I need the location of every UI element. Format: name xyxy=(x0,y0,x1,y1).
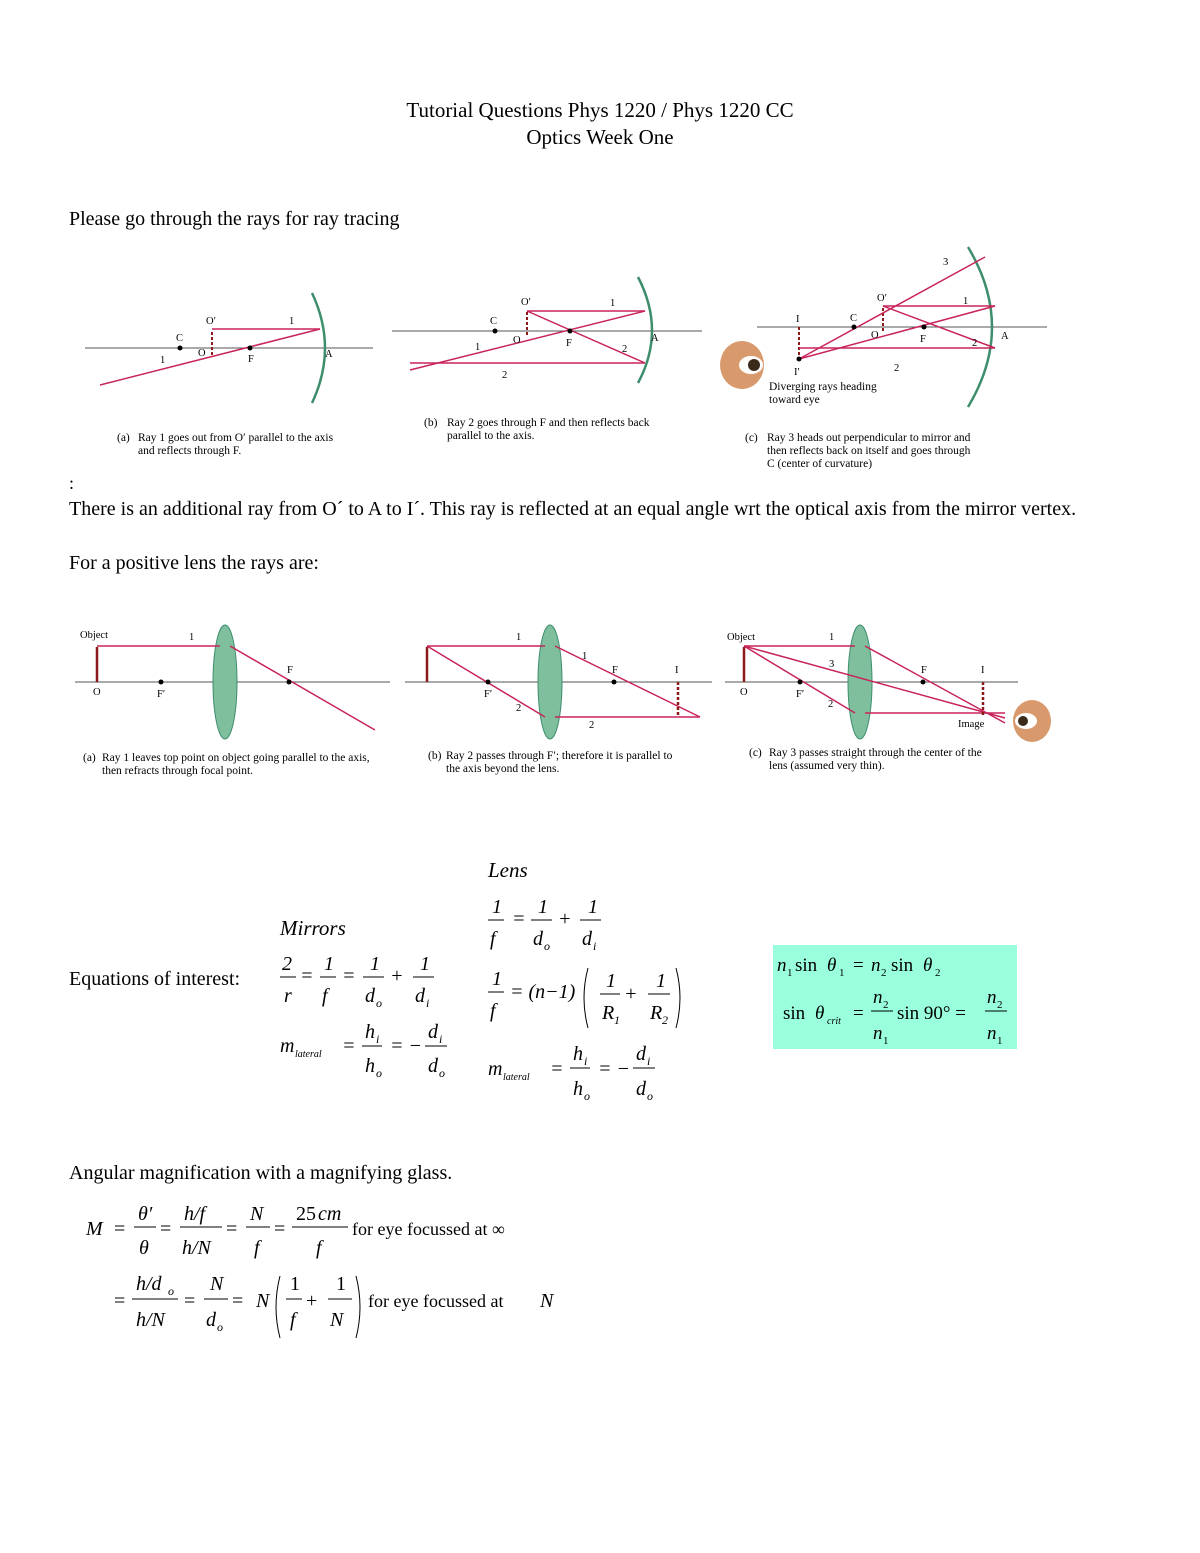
svg-text:=: = xyxy=(160,1218,172,1240)
svg-text:h: h xyxy=(573,1043,583,1065)
caption-line: Ray 2 passes through F′; therefore it is parallel to xyxy=(446,750,673,762)
eye-note: toward eye xyxy=(769,394,820,406)
svg-text:=: = xyxy=(274,1218,286,1240)
svg-text:2: 2 xyxy=(935,967,941,979)
svg-text:m: m xyxy=(488,1058,503,1080)
svg-text:sin: sin xyxy=(891,955,914,976)
ray-label: 1 xyxy=(475,342,481,353)
caption-tag: (b) xyxy=(424,417,438,429)
svg-text:h/d: h/d xyxy=(136,1273,162,1295)
svg-text:n: n xyxy=(873,1023,883,1044)
caption-tag: (a) xyxy=(117,432,130,444)
ray-label: 1 xyxy=(516,632,522,643)
svg-text:h: h xyxy=(365,1055,375,1077)
svg-text:=: = xyxy=(226,1218,238,1240)
caption-tag: (c) xyxy=(745,432,758,444)
svg-text:m: m xyxy=(280,1035,295,1057)
lens-figures xyxy=(0,615,1200,785)
label-image: Image xyxy=(958,719,985,730)
svg-text:h: h xyxy=(365,1021,375,1043)
label-object: Object xyxy=(727,632,755,643)
svg-text:N: N xyxy=(330,1309,344,1331)
svg-text:= (n−1): = (n−1) xyxy=(510,981,576,1003)
svg-text:n: n xyxy=(987,1023,997,1044)
label-a: A xyxy=(1001,331,1009,342)
label-f-prime: F′ xyxy=(796,689,805,700)
svg-text:θ: θ xyxy=(827,955,837,976)
label-o: O xyxy=(93,687,101,698)
svg-text:1: 1 xyxy=(606,970,616,992)
page-title: Tutorial Questions Phys 1220 / Phys 1220 CC xyxy=(406,98,794,122)
mirror-figure-a xyxy=(85,293,373,457)
svg-text:f: f xyxy=(490,1000,496,1022)
svg-text:d: d xyxy=(206,1309,216,1331)
equation-block xyxy=(270,890,710,1105)
label-c: C xyxy=(176,333,184,344)
intro-text: Please go through the rays for ray tracing xyxy=(69,208,400,230)
svg-text:r: r xyxy=(284,985,292,1007)
svg-text:f: f xyxy=(322,985,328,1007)
svg-text:=: = xyxy=(342,965,356,987)
svg-text:lateral: lateral xyxy=(295,1049,322,1060)
ray-label: 2 xyxy=(516,703,522,714)
svg-text:= −: = − xyxy=(598,1058,630,1080)
svg-text:i: i xyxy=(593,939,597,953)
label-f: F xyxy=(612,665,618,676)
svg-text:1: 1 xyxy=(883,1035,889,1047)
caption-line: the axis beyond the lens. xyxy=(446,763,560,775)
svg-text:n: n xyxy=(777,955,787,976)
svg-text:h/N: h/N xyxy=(182,1237,211,1259)
svg-text:N: N xyxy=(540,1290,554,1312)
svg-text:=: = xyxy=(853,1003,864,1024)
ray-label: 2 xyxy=(589,720,595,731)
svg-text:cm: cm xyxy=(318,1203,342,1225)
svg-text:1: 1 xyxy=(324,953,334,975)
svg-text:1: 1 xyxy=(336,1273,346,1295)
svg-text:i: i xyxy=(647,1054,651,1068)
eye-icon xyxy=(720,341,764,389)
svg-text:o: o xyxy=(376,996,382,1010)
svg-text:d: d xyxy=(533,928,543,950)
label-o: O xyxy=(198,348,206,359)
svg-text:d: d xyxy=(365,985,375,1007)
label-o: O xyxy=(513,335,521,346)
label-i: I xyxy=(796,314,800,325)
label-f-prime: F′ xyxy=(157,689,166,700)
svg-text:R: R xyxy=(602,1002,615,1024)
mirrors-heading: Mirrors xyxy=(280,916,346,940)
svg-text:d: d xyxy=(636,1043,646,1065)
caption-line: Ray 3 passes straight through the center of the xyxy=(769,747,982,759)
mirror-figure-b xyxy=(392,277,702,442)
ray-label: 1 xyxy=(289,316,295,327)
snell-law-box xyxy=(773,945,1017,1049)
mirror-figures xyxy=(0,235,1200,485)
caption-line: Ray 2 goes through F and then reflects back xyxy=(447,417,650,429)
colon: : xyxy=(69,473,75,493)
svg-text:= −: = − xyxy=(390,1035,422,1057)
lens-figure-b xyxy=(405,625,712,775)
label-f: F xyxy=(287,665,293,676)
label-a: A xyxy=(325,349,333,360)
svg-text:2: 2 xyxy=(997,999,1003,1011)
ray-label: 2 xyxy=(894,363,900,374)
svg-text:o: o xyxy=(544,939,550,953)
caption-line: Ray 1 goes out from O′ parallel to the axis xyxy=(138,432,334,444)
svg-text:2: 2 xyxy=(282,953,292,975)
svg-text:1: 1 xyxy=(492,968,502,990)
svg-text:h/f: h/f xyxy=(184,1203,206,1225)
svg-text:+: + xyxy=(306,1290,318,1312)
svg-text:1: 1 xyxy=(420,953,430,975)
ray-label: 1 xyxy=(610,298,616,309)
svg-text:=: = xyxy=(184,1290,196,1312)
label-f: F xyxy=(920,334,926,345)
svg-text:+: + xyxy=(624,983,638,1005)
svg-text:=: = xyxy=(512,908,526,930)
svg-text:h/N: h/N xyxy=(136,1309,165,1331)
svg-text:d: d xyxy=(582,928,592,950)
ray-label: 3 xyxy=(943,257,949,268)
svg-text:2: 2 xyxy=(881,967,887,979)
svg-text:N: N xyxy=(250,1203,264,1225)
svg-text:o: o xyxy=(439,1066,445,1080)
eye-infinity-text: for eye focussed at ∞ xyxy=(352,1219,505,1239)
svg-text:R: R xyxy=(650,1002,663,1024)
svg-text:1: 1 xyxy=(492,896,502,918)
caption-tag: (c) xyxy=(749,747,762,759)
svg-text:o: o xyxy=(376,1066,382,1080)
eye-note: Diverging rays heading xyxy=(769,381,877,393)
svg-text:=: = xyxy=(114,1290,126,1312)
label-o-prime: O′ xyxy=(206,316,216,327)
label-o: O xyxy=(871,330,879,341)
svg-text:o: o xyxy=(168,1284,174,1298)
caption-line: and reflects through F. xyxy=(138,445,242,457)
svg-text:1: 1 xyxy=(290,1273,300,1295)
lens-figure-c xyxy=(725,625,1051,772)
svg-text:sin: sin xyxy=(783,1003,806,1024)
label-o-prime: O′ xyxy=(521,297,531,308)
svg-text:i: i xyxy=(426,996,430,1010)
label-a: A xyxy=(651,333,659,344)
svg-text:N: N xyxy=(210,1273,224,1295)
svg-text:sin: sin xyxy=(795,955,818,976)
ray-label: 1 xyxy=(963,296,969,307)
svg-text:θ: θ xyxy=(139,1237,149,1259)
svg-text:d: d xyxy=(636,1078,646,1100)
ray-label: 2 xyxy=(828,699,834,710)
svg-text:2: 2 xyxy=(883,999,889,1011)
label-c: C xyxy=(850,313,858,324)
svg-text:=: = xyxy=(300,965,314,987)
equations-intro: Equations of interest: xyxy=(69,968,241,990)
svg-text:n: n xyxy=(871,955,881,976)
ray-label: 2 xyxy=(502,370,508,381)
ray-label: 1 xyxy=(160,355,166,366)
caption-line: parallel to the axis. xyxy=(447,430,535,442)
svg-text:f: f xyxy=(490,928,496,950)
label-f: F xyxy=(248,354,254,365)
svg-text:1: 1 xyxy=(588,896,598,918)
label-o-prime: O′ xyxy=(877,293,887,304)
svg-text:1: 1 xyxy=(839,967,845,979)
caption-tag: (b) xyxy=(428,750,442,762)
ray-label: 1 xyxy=(189,632,195,643)
svg-text:=: = xyxy=(550,1058,564,1080)
svg-text:+: + xyxy=(390,965,404,987)
svg-text:25: 25 xyxy=(296,1203,316,1225)
svg-text:i: i xyxy=(376,1032,380,1046)
svg-text:θ′: θ′ xyxy=(138,1203,153,1225)
svg-text:o: o xyxy=(584,1089,590,1103)
svg-text:h: h xyxy=(573,1078,583,1100)
svg-text:=: = xyxy=(232,1290,244,1312)
svg-text:=: = xyxy=(114,1218,126,1240)
svg-text:1: 1 xyxy=(614,1013,620,1027)
svg-text:1: 1 xyxy=(538,896,548,918)
caption-line: then reflects back on itself and goes through xyxy=(767,445,971,457)
svg-text:d: d xyxy=(428,1021,438,1043)
ray-label: 2 xyxy=(972,338,978,349)
lens-heading: Lens xyxy=(488,858,528,882)
label-f-prime: F′ xyxy=(484,689,493,700)
additional-ray-text: There is an additional ray from O´ to A to I´. This ray is reflected at an equal angle wrt the optical axis from the mirror vertex. xyxy=(69,498,1077,520)
svg-text:f: f xyxy=(316,1237,322,1259)
svg-text:crit: crit xyxy=(827,1016,841,1027)
label-o: O xyxy=(740,687,748,698)
ray-label: 2 xyxy=(622,344,628,355)
mirror-figure-c xyxy=(720,247,1047,470)
eye-n-text: for eye focussed at xyxy=(368,1291,504,1311)
svg-text:n: n xyxy=(987,987,997,1008)
svg-text:f: f xyxy=(254,1237,260,1259)
label-object: Object xyxy=(80,630,108,641)
svg-text:2: 2 xyxy=(662,1013,668,1027)
svg-text:1: 1 xyxy=(787,967,793,979)
label-i: I xyxy=(675,665,679,676)
snell-law-equations xyxy=(773,945,1017,1049)
ray-label: 1 xyxy=(829,632,835,643)
label-f: F xyxy=(921,665,927,676)
positive-lens-text: For a positive lens the rays are: xyxy=(69,552,319,574)
svg-text:f: f xyxy=(290,1309,296,1331)
svg-text:o: o xyxy=(647,1089,653,1103)
label-f: F xyxy=(566,338,572,349)
svg-text:i: i xyxy=(584,1054,588,1068)
svg-text:+: + xyxy=(558,908,572,930)
svg-text:sin 90° =: sin 90° = xyxy=(897,1003,966,1024)
svg-text:1: 1 xyxy=(370,953,380,975)
svg-text:n: n xyxy=(873,987,883,1008)
svg-text:1: 1 xyxy=(656,970,666,992)
angular-heading: Angular magnification with a magnifying glass. xyxy=(69,1162,453,1184)
svg-text:M: M xyxy=(86,1218,103,1240)
caption-line: lens (assumed very thin). xyxy=(769,760,885,772)
ray-label: 1 xyxy=(582,651,588,662)
svg-text:=: = xyxy=(342,1035,356,1057)
caption-line: Ray 3 heads out perpendicular to mirror and xyxy=(767,432,971,444)
lens-figure-a xyxy=(75,625,390,777)
svg-text:θ: θ xyxy=(815,1003,825,1024)
svg-text:1: 1 xyxy=(997,1035,1003,1047)
label-i: I xyxy=(981,665,985,676)
svg-text:lateral: lateral xyxy=(503,1072,530,1083)
caption-tag: (a) xyxy=(83,752,96,764)
caption-line: C (center of curvature) xyxy=(767,458,873,470)
svg-text:d: d xyxy=(415,985,425,1007)
label-c: C xyxy=(490,316,498,327)
angular-equations xyxy=(80,1192,580,1342)
svg-text:=: = xyxy=(853,955,864,976)
eye-icon xyxy=(1013,700,1051,742)
svg-text:θ: θ xyxy=(923,955,933,976)
svg-text:i: i xyxy=(439,1032,443,1046)
svg-text:d: d xyxy=(428,1055,438,1077)
label-i-prime: I′ xyxy=(794,367,800,378)
ray-label: 3 xyxy=(829,659,835,670)
svg-text:o: o xyxy=(217,1320,223,1334)
svg-text:N: N xyxy=(256,1290,270,1312)
page-subtitle: Optics Week One xyxy=(526,125,674,149)
caption-line: Ray 1 leaves top point on object going parallel to the axis, xyxy=(102,752,370,764)
caption-line: then refracts through focal point. xyxy=(102,765,254,777)
